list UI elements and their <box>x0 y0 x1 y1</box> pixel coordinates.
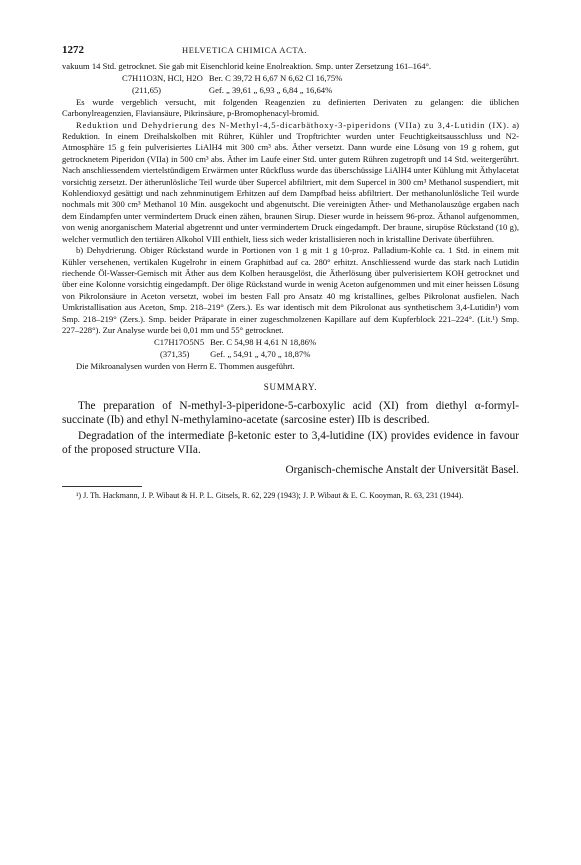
paragraph-4: b) Dehydrierung. Obiger Rückstand wurde in Portionen von 1 g mit 1 g 10-proz. Palladium-Kohle ca. 1 Std. in einem mit Kühler versehenen, vertikalen Kugelrohr in einem Graphitbad auf ca. 280° erhitzt. Anschliessend wurde das stark nach Lutidin riechende Öl-Wasser-Gemisch mit Äther aus dem Kolben herausgelöst, die Ätherlösung über pulverisiertem KOH getrocknet und über eine Kolonne vorsichtig eingedampft. Der ölige Rückstand wurde in wenig Aceton aufgenommen und mit einer heissen Lösung von Pikrolonsäure in Aceton versetzt, wobei im besten Fall pro Ansatz 40 mg kristallines, gelbes Pikrolonat ausfielen. Nach Umkristallisation aus Aceton, Smp. 218–219° (Zers.). Es war identisch mit dem Pikrolonat aus synthetischem 3,4-Lutidin¹) vom Smp. 218–219° (Zers.). Smp. beider Präparate in einer zugeschmolzenen Kapillare auf dem Kupferblock 221–224°. (Lit.¹) Smp. 227–228°). Zur Analyse wurde bei 0,01 mm und 55° getrocknet. <box>62 245 519 335</box>
paragraph-3-title: Reduktion und Dehydrierung des N-Methyl-4,5-dicarbäthoxy-3-piperidons (VIIa) zu 3,4-Lutidin (IX). <box>76 119 510 130</box>
analysis-2-mw: (371,35) <box>160 348 190 359</box>
page <box>62 44 519 501</box>
analysis-2-formula: C17H17O5N5 <box>154 337 205 348</box>
paragraph-2: Es wurde vergeblich versucht, mit folgenden Reagenzien zu definierten Derivaten zu gelangen: die üblichen Carbonylreagenzien, Flaviansäure, Pikrinsäure, p-Bromophenacyl-bromid. <box>62 96 519 119</box>
summary-paragraph-2: Degradation of the intermediate β-ketonic ester to 3,4-lutidine (IX) provides evidence in favour of the proposed structure VIIa. <box>62 430 519 456</box>
summary-paragraph-1: The preparation of N-methyl-3-piperidone-5-carboxylic acid (XI) from diethyl α-formyl-succinate (Ib) and ethyl N-methylamino-acetate (sarcosine ester) IIb is described. <box>62 400 519 426</box>
analysis-1-mw: (211,65) <box>132 84 162 95</box>
analysis-block-1 <box>62 73 519 95</box>
footnote-rule <box>62 486 142 487</box>
analysis-2-ber: Ber. C 54,98 H 4,61 N 18,86% <box>210 337 317 348</box>
running-header <box>62 44 519 56</box>
paragraph-1: vakuum 14 Std. getrocknet. Sie gab mit Eisenchlorid keine Enolreaktion. Smp. unter Zersetzung 161–164°. <box>62 61 432 71</box>
footnote: ¹) J. Th. Hackmann, J. P. Wibaut & H. P. L. Gitsels, R. 62, 229 (1943); J. P. Wibaut & E. C. Kooyman, R. 63, 231 (1944). <box>76 490 464 500</box>
page-number: 1272 <box>62 44 84 56</box>
paragraph-3 <box>62 120 519 245</box>
summary-heading: SUMMARY. <box>263 382 318 393</box>
paragraph-5: Die Mikroanalysen wurden von Herrn E. Thommen ausgeführt. <box>76 360 295 371</box>
journal-title: HELVETICA CHIMICA ACTA. <box>182 45 307 55</box>
analysis-1-ber: Ber. C 39,72 H 6,67 N 6,62 Cl 16,75% <box>208 73 343 84</box>
analysis-1-formula: C7H11O3N, HCl, H2O <box>122 73 203 84</box>
analysis-block-2 <box>62 337 519 359</box>
institute-line: Organisch-chemische Anstalt der Universität Basel. <box>285 463 519 476</box>
analysis-2-gef: Gef. „ 54,91 „ 4,70 „ 18,87% <box>210 348 311 359</box>
paragraph-3-body: a) Reduktion. In einem Dreihalskolben mit Rührer, Kühler und Tropftrichter wurden unter Feuchtigkeitsausschluss und N2-Atmosphäre 15 g fein pulverisiertes LiAlH4 mit 300 cm³ abs. Äther versetzt. Dann wurde eine Lösung von 19 g rohem, gut getrocknetem Piperidon (VIIa) in 500 cm³ abs. Äther im Laufe einer Std. unter gutem Rühren zugetropft und 14 Std. weitergerührt. Nach anschliessendem viertelstündigem Erwärmen unter Rückfluss wurde das überschüssige LiAlH4 unter Kühlung mit Äthylacetat vorsichtig zersetzt. Der ätherunlösliche Teil wurde über Supercel abfiltriert, mit dem Supercel in 300 cm³ Methanol suspendiert, mit Kohlendioxyd gesättigt und nach zehnminutigem Erhitzen auf dem Dampfbad heiss abfiltriert. Der methanolunlösliche Teil wurde nochmals mit 300 cm³ Methanol 10 Min. ausgekocht und abgenutscht. Die vereinigten Äther- und Methanolauszüge ergaben nach dem Eindampfen unter vermindertem Druck einen zähen, braunen Sirup. Dieser wurde in heissem 96-proz. Äthanol aufgenommen, von wenig anorganischem Material abgetrennt und unter vermindertem Druck eingedampft. Der braune, sirupöse Rückstand (10 g), welcher vermutlich den tertiären Alkohol VIII enthielt, liess sich weder kristallisieren noch in kristalline Derivate überführen. <box>62 119 519 244</box>
analysis-1-gef: Gef. „ 39,61 „ 6,93 „ 6,84 „ 16,64% <box>208 84 333 95</box>
